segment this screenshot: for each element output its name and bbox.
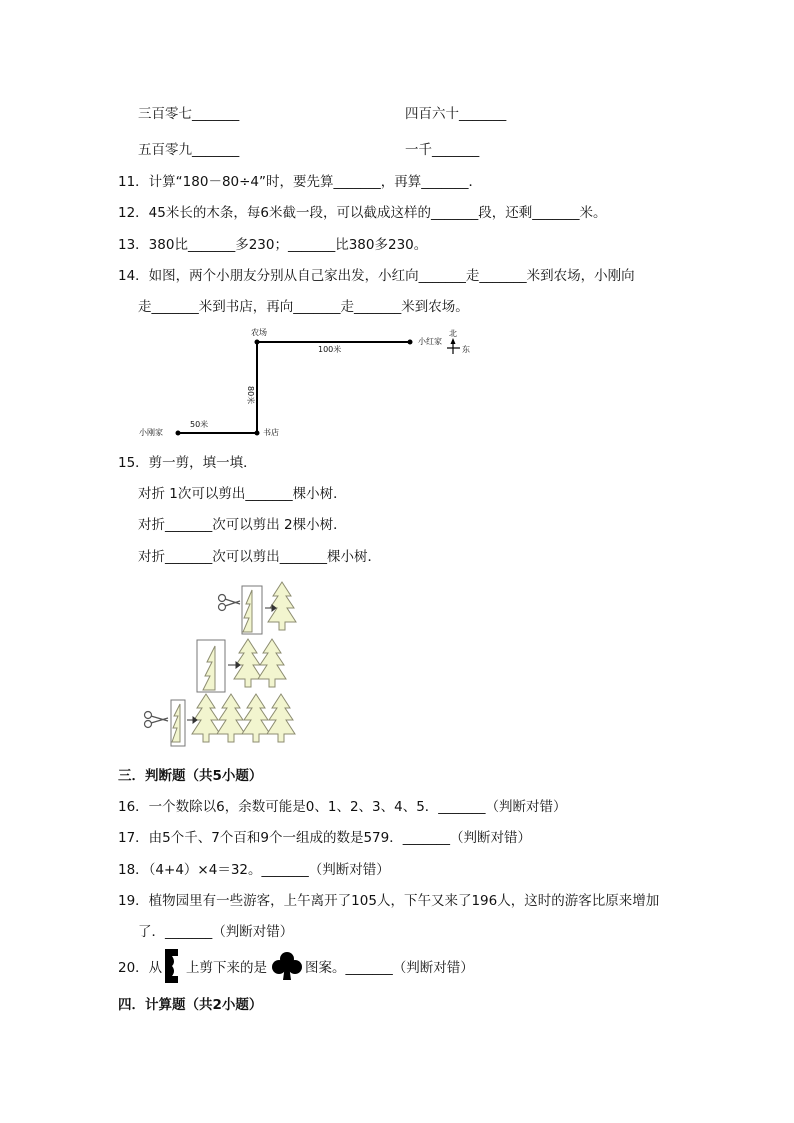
number-word-1000: 一千_______ — [405, 142, 480, 158]
question-14-line1: 14．如图，两个小朋友分别从自己家出发，小红向_______走_______米到农场，小刚向 — [118, 268, 635, 284]
tree-icon — [258, 639, 286, 687]
scissors-icon — [145, 712, 169, 728]
bookstore-label: 书店 — [263, 428, 279, 437]
compass-icon — [447, 342, 460, 354]
folded-paper-2 — [197, 640, 225, 692]
number-word-509: 五百零九_______ — [138, 142, 240, 158]
tree-icon — [217, 694, 245, 742]
club-pattern-icon — [272, 950, 302, 982]
xiaohong-home-dot — [408, 340, 413, 345]
question-12: 12．45米长的木条，每6米截一段，可以截成这样的_______段，还剩_______米。 — [118, 205, 607, 221]
bookstore-dot — [255, 431, 260, 436]
question-13: 13．380比_______多230；_______比380多230。 — [118, 237, 428, 253]
question-17: 17．由5个千、7个百和9个一组成的数是579．_______（判断对错） — [118, 830, 531, 846]
cut-paper-shape-icon — [165, 949, 185, 985]
question-20-part3: 图案。_______（判断对错） — [305, 960, 474, 976]
tree-icon — [267, 694, 295, 742]
distance-100-label: 100米 — [318, 345, 342, 354]
section-4-title: 四．计算题（共2小题） — [118, 997, 263, 1013]
question-19-line1: 19．植物园里有一些游客，上午离开了105人，下午又来了196人，这时的游客比原来增加 — [118, 893, 660, 909]
east-label: 东 — [462, 345, 470, 354]
distance-80-label: 80米 — [246, 386, 255, 405]
question-15-line3: 对折_______次可以剪出_______棵小树． — [138, 549, 381, 565]
question-15-title: 15．剪一剪，填一填． — [118, 455, 257, 471]
folded-paper-3 — [171, 700, 185, 746]
farm-label: 农场 — [251, 328, 267, 337]
route-path — [178, 342, 410, 433]
farm-dot — [255, 340, 260, 345]
tree-icon — [192, 694, 220, 742]
tree-icon — [268, 582, 296, 630]
question-16: 16．一个数除以6，余数可能是0、1、2、3、4、5．_______（判断对错） — [118, 799, 567, 815]
question-19-line2: 了．_______（判断对错） — [138, 924, 294, 940]
xiaohong-home-label: 小红家 — [418, 337, 442, 346]
xiaogang-home-dot — [176, 431, 181, 436]
tree-icon — [234, 639, 262, 687]
tree-icon — [242, 694, 270, 742]
scissors-icon — [219, 595, 241, 611]
section-3-title: 三．判断题（共5小题） — [118, 768, 263, 784]
question-20-part1: 20．从 — [118, 960, 163, 976]
question-18: 18．（4+4）×4＝32。_______（判断对错） — [118, 862, 390, 878]
question-15-line1: 对折 1次可以剪出_______棵小树． — [138, 486, 347, 502]
xiaogang-home-label: 小刚家 — [139, 428, 163, 437]
question-14-line2: 走_______米到书店，再向_______走_______米到农场。 — [138, 299, 469, 315]
question-11: 11．计算“180－80÷4”时，要先算_______，再算_______． — [118, 174, 483, 190]
question-20-part2: 上剪下来的是 — [186, 960, 267, 976]
north-label: 北 — [449, 329, 457, 338]
folded-paper-1 — [242, 586, 262, 634]
question-15-line2: 对折_______次可以剪出 2棵小树． — [138, 517, 347, 533]
distance-50-label: 50米 — [190, 420, 209, 429]
number-word-307: 三百零七_______ — [138, 106, 240, 122]
number-word-460: 四百六十_______ — [405, 106, 507, 122]
